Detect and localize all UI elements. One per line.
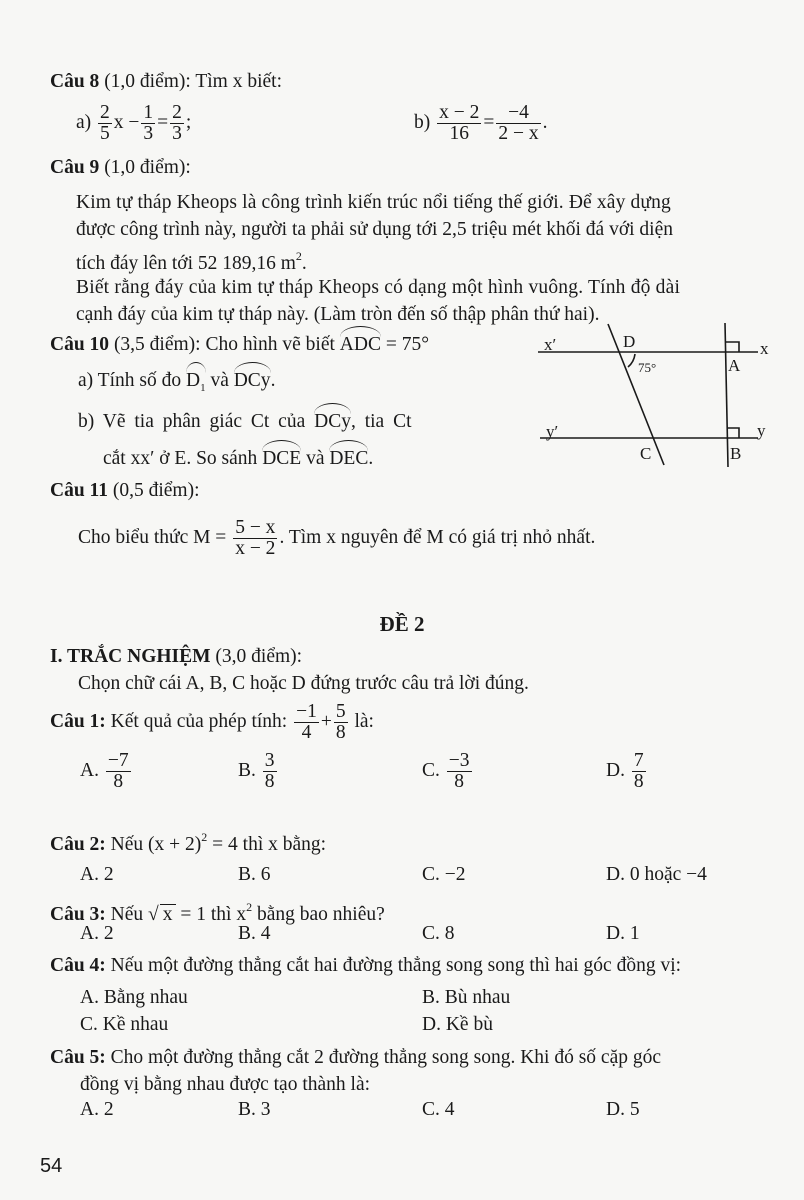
fraction xyxy=(263,751,277,792)
transversal-dc xyxy=(608,324,664,465)
fraction xyxy=(496,103,540,144)
numerator: −3 xyxy=(448,750,470,771)
denominator: 8 xyxy=(633,771,644,792)
q1-text: Kết quả của phép tính: xyxy=(105,710,293,732)
period: . xyxy=(542,111,548,133)
angle-adc: ADC xyxy=(340,329,381,357)
numerator: 2 xyxy=(172,102,182,123)
superscript: 2 xyxy=(295,249,302,263)
angle-dcy: DCy xyxy=(234,365,271,393)
fraction xyxy=(447,751,472,792)
numerator: 3 xyxy=(264,750,275,771)
q1-option-c[interactable] xyxy=(422,751,474,792)
fraction xyxy=(141,103,155,144)
label-a: A xyxy=(728,356,741,375)
q11-text: Cho biểu thức M = xyxy=(78,526,227,548)
q3-option-d[interactable]: D. 1 xyxy=(606,923,640,944)
denominator: 2 − x xyxy=(498,123,539,144)
numerator: −1 xyxy=(296,701,317,722)
mc-q1 xyxy=(50,702,374,743)
sqrt-icon: √ xyxy=(148,904,159,925)
q2-option-b[interactable]: B. 6 xyxy=(238,864,271,885)
numerator: −7 xyxy=(107,750,129,771)
q8-part-a xyxy=(76,103,191,144)
denominator: x − 2 xyxy=(235,538,276,559)
q9-points: (1,0 điểm): xyxy=(99,157,191,178)
q10-title: Câu 10 xyxy=(50,334,110,355)
option-label: D. xyxy=(606,759,625,781)
conjunction: và xyxy=(301,448,330,469)
subscript: 1 xyxy=(200,382,206,394)
numerator: 7 xyxy=(633,750,644,771)
fraction xyxy=(233,518,277,559)
q1-option-a[interactable] xyxy=(80,751,133,792)
q9-heading xyxy=(50,156,191,180)
q2-option-a[interactable]: A. 2 xyxy=(80,864,114,885)
denominator: 16 xyxy=(449,123,469,144)
q4-option-c[interactable]: C. Kề nhau xyxy=(80,1014,169,1035)
q3-rest: bằng bao nhiêu? xyxy=(252,904,385,925)
period: . xyxy=(301,253,307,274)
superscript: 2 xyxy=(201,830,208,844)
option-label: B. xyxy=(238,759,256,781)
q8-title: Câu 8 xyxy=(50,71,100,92)
fraction xyxy=(170,103,184,144)
mc-q5-cont: đồng vị bằng nhau được tạo thành là: xyxy=(80,1074,371,1095)
q8-b-label: b) xyxy=(414,111,431,133)
fraction xyxy=(98,103,112,144)
right-angle-a xyxy=(726,342,739,352)
conjunction: và xyxy=(205,370,234,391)
q5-title: Câu 5: xyxy=(50,1047,106,1068)
superscript: 2 xyxy=(246,900,253,914)
mc-q2 xyxy=(50,825,326,857)
numerator: 5 xyxy=(335,701,346,722)
q4-option-a[interactable]: A. Bằng nhau xyxy=(80,987,188,1008)
angle-arc-75 xyxy=(628,354,635,367)
q4-text: Nếu một đường thẳng cắt hai đường thẳng song song thì hai góc đồng vị: xyxy=(105,955,682,976)
denominator: 8 xyxy=(113,771,124,792)
line-ab xyxy=(725,323,728,467)
section-heading xyxy=(50,645,302,669)
instruction: Chọn chữ cái A, B, C hoặc D đứng trước câu trả lời đúng. xyxy=(78,673,529,694)
q10-part-a xyxy=(78,365,275,400)
q9-line: cạnh đáy của kim tự tháp này. (Làm tròn đến số thập phân thứ hai). xyxy=(76,304,600,325)
q5-option-b[interactable]: B. 3 xyxy=(238,1099,271,1120)
sqrt-argument: x xyxy=(160,904,176,925)
denominator: 8 xyxy=(335,722,346,743)
label-y: y xyxy=(757,421,766,440)
label-x-prime: x′ xyxy=(544,335,557,354)
q10-part-b xyxy=(78,406,412,434)
q11-title: Câu 11 xyxy=(50,480,108,501)
q2-title: Câu 2: xyxy=(50,834,106,855)
q5-option-d[interactable]: D. 5 xyxy=(606,1099,640,1120)
fraction xyxy=(437,103,481,144)
q10-heading xyxy=(50,329,429,357)
numerator: x − 2 xyxy=(439,102,480,123)
q4-option-d[interactable]: D. Kề bù xyxy=(422,1014,493,1035)
denominator: 3 xyxy=(143,123,154,144)
q3-option-b[interactable]: B. 4 xyxy=(238,923,271,944)
semicolon: ; xyxy=(185,111,192,133)
angle-dce: DCE xyxy=(262,443,301,471)
label-angle-75: 75° xyxy=(638,360,657,375)
q11-points: (0,5 điểm): xyxy=(107,480,200,501)
denominator: 8 xyxy=(454,771,465,792)
q2-text: Nếu xyxy=(105,834,149,855)
q1-option-d[interactable] xyxy=(606,751,648,792)
q9-line: được công trình này, người ta phải sử dụng tới 2,5 triệu mét khối đá với diện xyxy=(76,219,674,240)
angle-dec: DEC xyxy=(329,443,368,471)
section-points: (3,0 điểm): xyxy=(210,646,303,667)
q11-text-2: . Tìm x nguyên để M có giá trị nhỏ nhất. xyxy=(279,526,596,548)
numerator: 1 xyxy=(143,102,154,123)
q8-a-x: x − xyxy=(113,111,140,133)
q5-text: Cho một đường thẳng cắt 2 đường thẳng song song. Khi đó số cặp góc xyxy=(105,1047,662,1068)
denominator: 3 xyxy=(172,123,182,144)
exam-heading: ĐỀ 2 xyxy=(379,612,425,636)
denominator: 5 xyxy=(100,123,110,144)
q2-expr: (x + 2) xyxy=(148,834,202,855)
q3-option-c[interactable]: C. 8 xyxy=(422,923,455,944)
q10-b-text: b) Vẽ tia phân giác Ct của xyxy=(78,411,315,432)
q11-body xyxy=(78,518,595,559)
label-c: C xyxy=(640,444,652,463)
q10-a-text: a) Tính số đo xyxy=(78,370,186,391)
option-label: A. xyxy=(80,759,99,781)
fraction xyxy=(106,751,131,792)
q9-title: Câu 9 xyxy=(50,157,100,178)
q10-part-b-cont xyxy=(103,443,373,471)
q9-line: Kim tự tháp Kheops là công trình kiến trúc nổi tiếng thế giới. Để xây dựng xyxy=(76,192,671,213)
q9-line-text: tích đáy lên tới 52 189,16 m xyxy=(76,253,296,274)
mc-q5 xyxy=(50,1046,661,1070)
angle-value: = 75° xyxy=(380,334,429,355)
q8-a-label: a) xyxy=(76,111,92,133)
denominator: 4 xyxy=(301,722,312,743)
q4-title: Câu 4: xyxy=(50,955,106,976)
geometry-figure xyxy=(530,310,800,480)
period: . xyxy=(270,370,276,391)
numerator: −4 xyxy=(496,103,540,124)
plus: + xyxy=(320,710,332,732)
q2-rest: = 4 thì x bằng: xyxy=(207,834,327,855)
label-b: B xyxy=(730,444,742,463)
fraction xyxy=(294,702,319,743)
q9-line xyxy=(76,244,307,276)
q1-option-b[interactable] xyxy=(238,751,279,792)
q11-heading xyxy=(50,479,200,503)
q4-option-b[interactable]: B. Bù nhau xyxy=(422,987,511,1008)
q3-mid: = 1 thì x xyxy=(175,904,247,925)
q1-end: là: xyxy=(349,710,374,732)
period: . xyxy=(368,448,374,469)
q10-points: (3,5 điểm): Cho hình vẽ biết xyxy=(109,334,340,355)
q9-line: Biết rằng đáy của kim tự tháp Kheops có dạng một hình vuông. Tính độ dài xyxy=(76,277,681,298)
fraction xyxy=(632,751,646,792)
q10-c-text: cắt xx′ ở E. So sánh xyxy=(103,448,263,469)
option-label: C. xyxy=(422,759,440,781)
angle-d1 xyxy=(186,365,206,400)
numerator: 5 − x xyxy=(235,517,276,538)
equals: = xyxy=(157,111,169,133)
page-number: 54 xyxy=(40,1155,63,1177)
q2-option-c[interactable]: C. −2 xyxy=(422,864,466,885)
mc-q4 xyxy=(50,954,681,978)
right-angle-b xyxy=(727,428,739,438)
q1-title: Câu 1: xyxy=(50,710,106,732)
q2-option-d[interactable]: D. 0 hoặc −4 xyxy=(606,864,707,885)
q8-points: (1,0 điểm): Tìm x biết: xyxy=(99,71,283,92)
label-d: D xyxy=(623,332,636,351)
q8-heading xyxy=(50,70,282,94)
q3-option-a[interactable]: A. 2 xyxy=(80,923,114,944)
q3-title: Câu 3: xyxy=(50,904,106,925)
angle-letter: D xyxy=(185,370,201,391)
numerator: 2 xyxy=(100,102,110,123)
fraction xyxy=(334,702,348,743)
section-title: I. TRẮC NGHIỆM xyxy=(50,646,211,667)
q10-b-rest: , tia Ct xyxy=(350,411,412,432)
angle-dcy: DCy xyxy=(314,406,351,434)
equals: = xyxy=(483,111,495,133)
q8-part-b xyxy=(414,103,548,144)
label-y-prime: y′ xyxy=(546,422,559,441)
q5-option-a[interactable]: A. 2 xyxy=(80,1099,114,1120)
label-x: x xyxy=(760,339,769,358)
q5-option-c[interactable]: C. 4 xyxy=(422,1099,455,1120)
denominator: 8 xyxy=(264,771,275,792)
q3-text: Nếu xyxy=(105,904,149,925)
